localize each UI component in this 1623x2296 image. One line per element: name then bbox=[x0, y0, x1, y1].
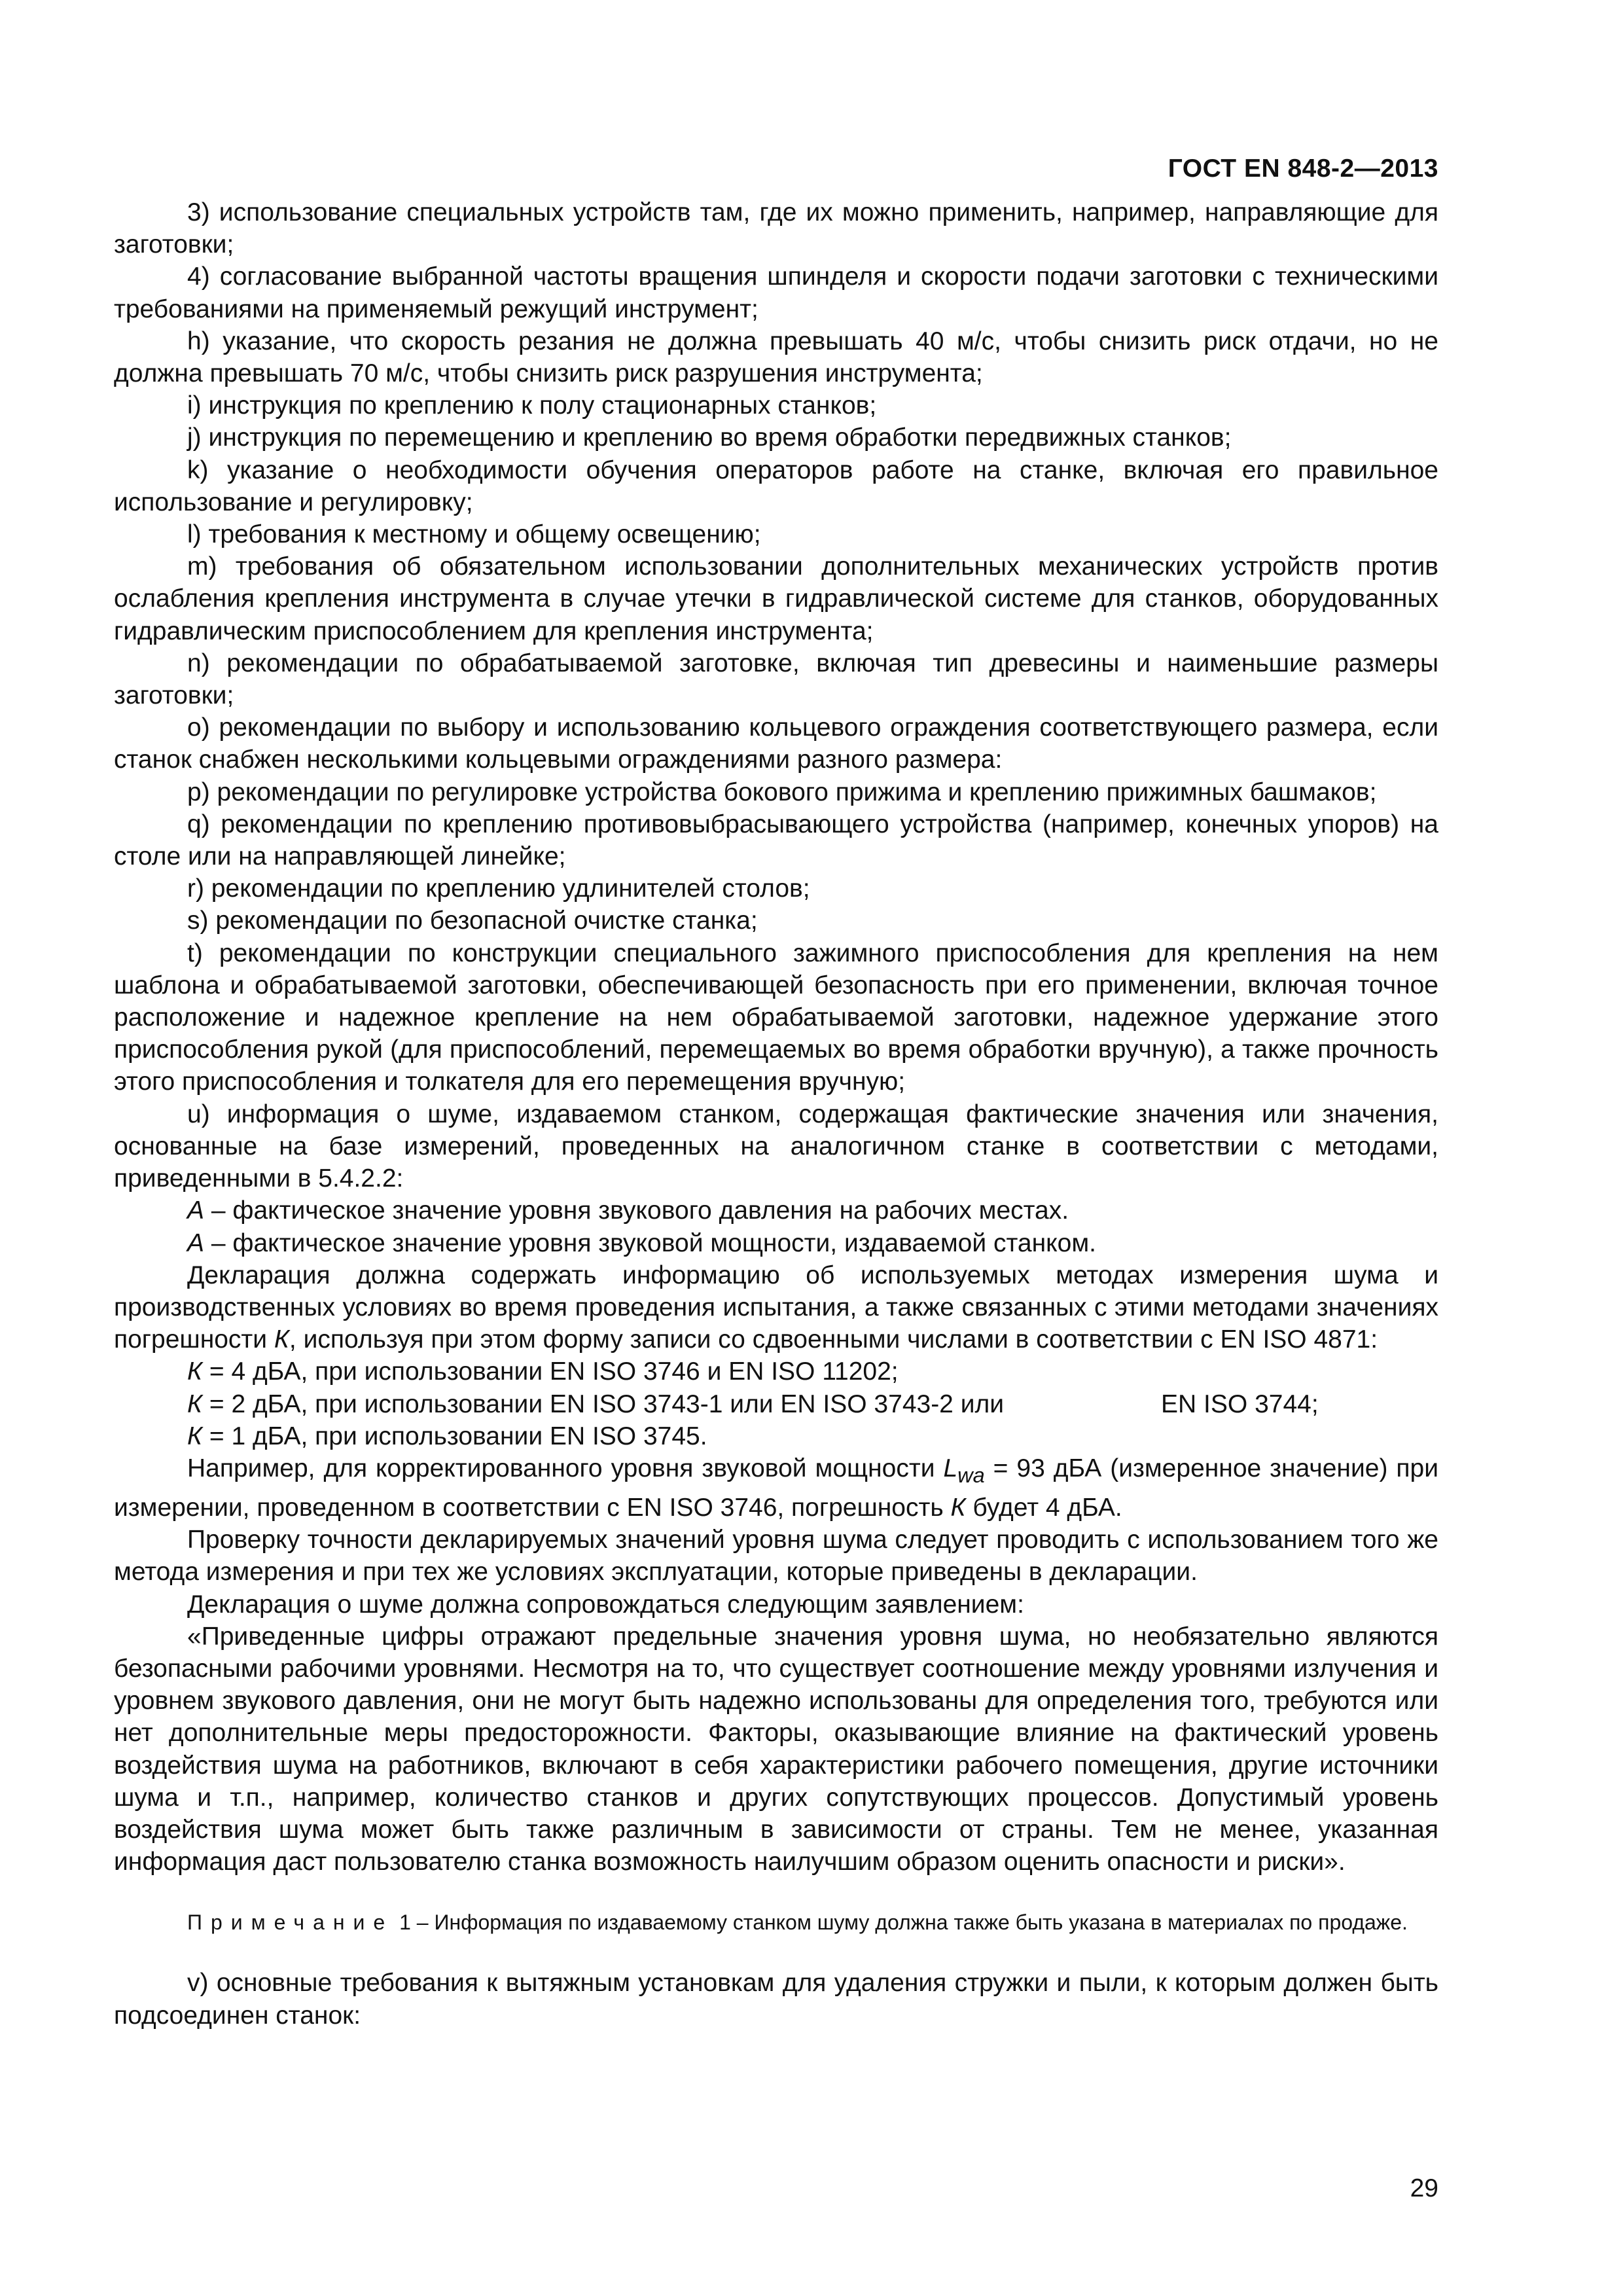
list-item-3: 3) использование специальных устройств там, где их можно применить, например, направляющие для заготовки; bbox=[114, 198, 1438, 259]
document-body bbox=[114, 196, 1438, 2032]
var-k-example: К bbox=[950, 1493, 966, 1522]
uncertainty-k1 bbox=[114, 1420, 1438, 1452]
uncertainty-k2 bbox=[114, 1388, 1438, 1420]
sound-power-line bbox=[114, 1227, 1438, 1259]
note-label: Примечание bbox=[187, 1910, 394, 1935]
list-item-p: p) рекомендации по регулировке устройства бокового прижима и креплению прижимных башмаков; bbox=[187, 778, 1377, 806]
var-k-1: К bbox=[187, 1422, 202, 1450]
example-text-1: Например, для корректированного уровня звуковой мощности bbox=[187, 1454, 944, 1482]
note-1 bbox=[114, 1908, 1438, 1937]
declaration-statement: Декларация о шуме должна сопровождаться следующим заявлением: bbox=[187, 1590, 1024, 1619]
verification-paragraph: Проверку точности декларируемых значений уровня шума следует проводить с использованием того же метода измерения и при тех же условиях эксплуатации, которые приведены в декларации. bbox=[114, 1526, 1438, 1587]
var-k: К bbox=[274, 1325, 289, 1354]
note-text: 1 – Информация по издаваемому станком шуму должна также быть указана в материалах по продаже. bbox=[393, 1910, 1408, 1935]
sound-pressure-text: – фактическое значение уровня звукового давления на рабочих местах. bbox=[204, 1196, 1069, 1225]
example-text-3: будет 4 дБА. bbox=[965, 1493, 1122, 1522]
example-paragraph bbox=[114, 1452, 1438, 1524]
list-item-o: o) рекомендации по выбору и использованию кольцевого ограждения соответствующего размера, если станок снабжен несколькими кольцевыми ограждениями разного размера: bbox=[114, 713, 1438, 774]
list-item-h: h) указание, что скорость резания не должна превышать 40 м/с, чтобы снизить риск отдачи, но не должна превышать 70 м/с, чтобы снизить риск разрушения инструмента; bbox=[114, 327, 1438, 388]
var-a-1: А bbox=[187, 1196, 205, 1225]
list-item-n: n) рекомендации по обрабатываемой заготовке, включая тип древесины и наименьшие размеры заготовки; bbox=[114, 649, 1438, 710]
var-l: L bbox=[943, 1454, 958, 1482]
declaration-paragraph bbox=[114, 1259, 1438, 1356]
uncertainty-k2-text: = 2 дБА, при использовании EN ISO 3743-1 или EN ISO 3743-2 или bbox=[202, 1390, 1005, 1418]
list-item-q: q) рекомендации по креплению противовыбрасывающего устройства (например, конечных упоров) на столе или на направляющей линейке; bbox=[114, 810, 1438, 871]
quoted-statement: «Приведенные цифры отражают предельные значения уровня шума, но необязательно являются безопасными рабочими уровнями. Несмотря на то, что существует соотношение между уровнями излучения и уровнем звукового давления, они не могут быть надежно использованы для определения того, требуются или нет дополнительные меры предосторожности. Факторы, оказывающие влияние на фактический уровень воздействия шума на работников, включают в себя характеристики рабочего помещения, другие источники шума и т.п., например, количество станков и других сопутствующих процессов. Допустимый уровень воздействия шума может быть также различным в зависимости от страны. Тем не менее, указанная информация даст пользователю станка возможность наилучшим образом оценить опасности и риски». bbox=[114, 1622, 1438, 1876]
list-item-i: i) инструкция по креплению к полу стационарных станков; bbox=[187, 391, 877, 420]
list-item-s: s) рекомендации по безопасной очистке станка; bbox=[187, 906, 758, 935]
list-item-v: v) основные требования к вытяжным установкам для удаления стружки и пыли, к которым должен быть подсоединен станок: bbox=[114, 1969, 1438, 2030]
document-header: ГОСТ EN 848-2—2013 bbox=[1168, 154, 1438, 183]
sound-pressure-line bbox=[114, 1194, 1438, 1227]
list-item-4: 4) согласование выбранной частоты вращения шпинделя и скорости подачи заготовки с техническими требованиями на применяемый режущий инструмент; bbox=[114, 262, 1438, 323]
list-item-m: m) требования об обязательном использовании дополнительных механических устройств против ослабления крепления инструмента в случае утечки в гидравлической системе для станков, оборудованных гидравлическим приспособлением для крепления инструмента; bbox=[114, 552, 1438, 645]
sound-power-text: – фактическое значение уровня звуковой мощности, издаваемой станком. bbox=[204, 1229, 1096, 1257]
page-number: 29 bbox=[1410, 2174, 1438, 2202]
declaration-text-2: , используя при этом форму записи со сдвоенными числами в соответствии с EN ISO 4871: bbox=[289, 1325, 1378, 1354]
list-item-r: r) рекомендации по креплению удлинителей столов; bbox=[187, 874, 810, 903]
example-text-2: = 93 дБА (измеренное значение) при измерении, проведенном в соответствии с EN ISO 3746, погрешность bbox=[114, 1454, 1438, 1522]
var-l-subscript: wa bbox=[957, 1463, 985, 1487]
list-item-k: k) указание о необходимости обучения операторов работе на станке, включая его правильное использование и регулировку; bbox=[114, 456, 1438, 516]
list-item-t: t) рекомендации по конструкции специального зажимного приспособления для крепления на нем шаблона и обрабатываемой заготовки, обеспечивающей безопасность при его применении, включая точное расположение и надежное крепление на нем обрабатываемой заготовки, надежное удержание этого приспособления рукой (для приспособлений, перемещаемых во время обработки вручную), а также прочность этого приспособления и толкателя для его перемещения вручную; bbox=[114, 939, 1438, 1096]
declaration-text-1: Декларация должна содержать информацию об используемых методах измерения шума и производственных условиях во время проведения испытания, а также связанных с этими методами значениях погрешности bbox=[114, 1261, 1438, 1354]
var-k-4: К bbox=[187, 1357, 202, 1386]
list-item-j: j) инструкция по перемещению и креплению во время обработки передвижных станков; bbox=[187, 423, 1232, 452]
list-item-l: l) требования к местному и общему освещению; bbox=[187, 520, 761, 549]
uncertainty-k4-text: = 4 дБА, при использовании EN ISO 3746 и EN ISO 11202; bbox=[202, 1357, 899, 1386]
uncertainty-k2-tail: EN ISO 3744; bbox=[1161, 1390, 1319, 1418]
var-a-2: А bbox=[187, 1229, 205, 1257]
uncertainty-k4 bbox=[114, 1355, 1438, 1388]
uncertainty-k1-text: = 1 дБА, при использовании EN ISO 3745. bbox=[202, 1422, 707, 1450]
var-k-2: К bbox=[187, 1390, 202, 1418]
list-item-u: u) информация о шуме, издаваемом станком, содержащая фактические значения или значения, основанные на базе измерений, проведенных на аналогичном станке в соответствии с методами, приведенными в 5.4.2.2: bbox=[114, 1100, 1438, 1193]
